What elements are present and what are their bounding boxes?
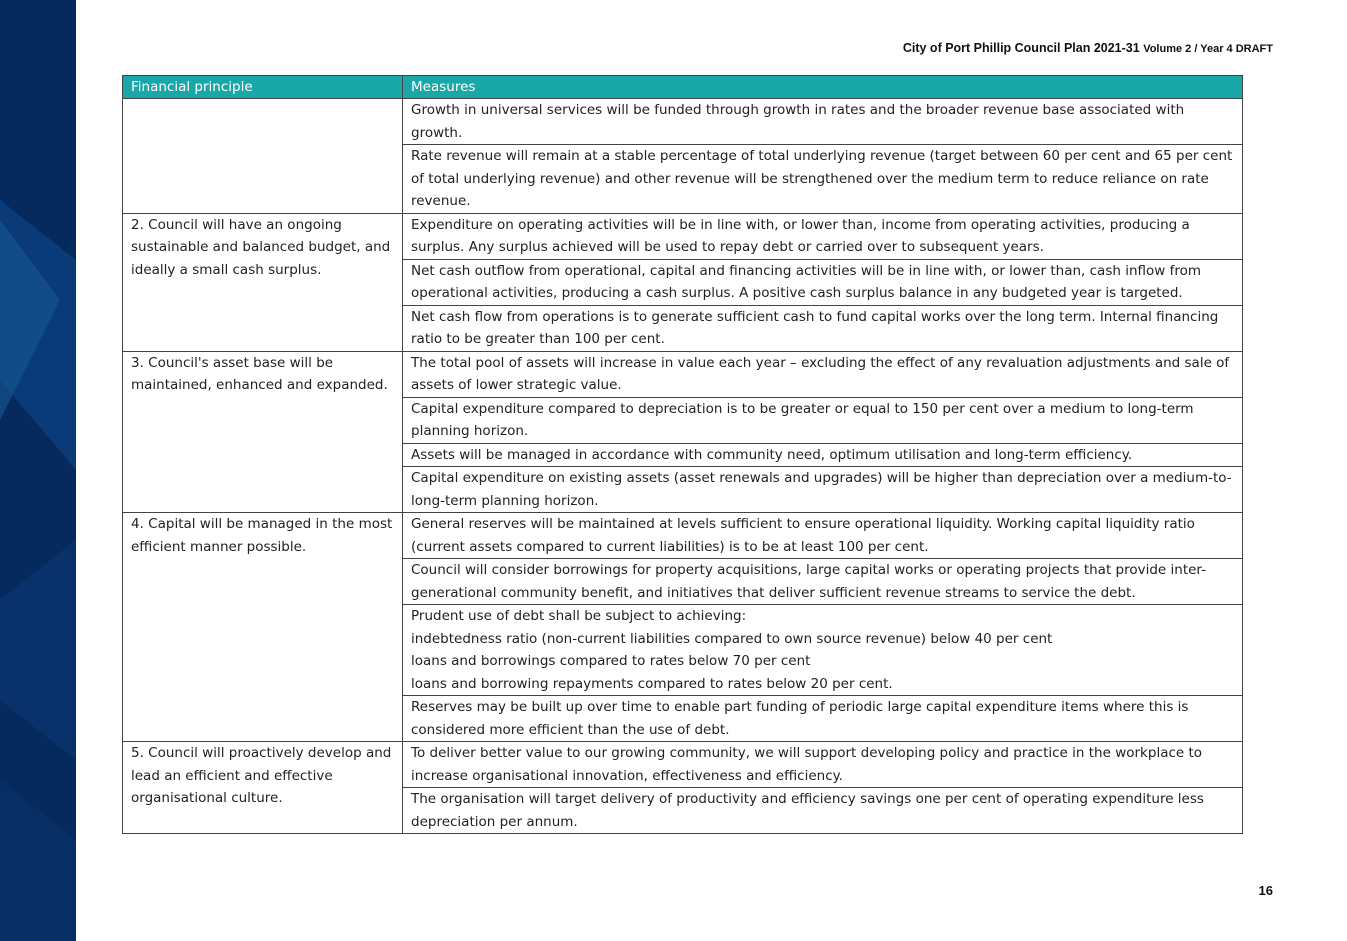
principle-cell: 4. Capital will be managed in the most efficient manner possible. <box>123 513 403 742</box>
measure-cell: Growth in universal services will be funded through growth in rates and the broader revenue base associated with growth. <box>403 99 1243 145</box>
debt-condition-line: indebtedness ratio (non-current liabilities compared to own source revenue) below 40 per cent <box>411 630 1053 647</box>
table-row <box>123 513 1243 559</box>
document-title: City of Port Phillip Council Plan 2021-31 <box>902 41 1140 55</box>
principle-cell: 2. Council will have an ongoing sustainable and balanced budget, and ideally a small cash surplus. <box>123 213 403 351</box>
page-number: 16 <box>1258 883 1273 898</box>
debt-conditions-intro: Prudent use of debt shall be subject to achieving: <box>411 608 747 624</box>
measure-cell: To deliver better value to our growing community, we will support developing policy and practice in the workplace to increase organisational innovation, effectiveness and efficiency. <box>403 742 1243 788</box>
measure-cell: Net cash flow from operations is to generate sufficient cash to fund capital works over the long term. Internal financing ratio to be greater than 100 per cent. <box>403 305 1243 351</box>
measure-cell: General reserves will be maintained at levels sufficient to ensure operational liquidity. Working capital liquidity ratio (current assets compared to current liabilities) is to be at least 100 per cent. <box>403 513 1243 559</box>
measure-cell: Reserves may be built up over time to enable part funding of periodic large capital expenditure items where this is considered more efficient than the use of debt. <box>403 696 1243 742</box>
principle-cell: 3. Council's asset base will be maintained, enhanced and expanded. <box>123 351 403 513</box>
measure-cell: Rate revenue will remain at a stable percentage of total underlying revenue (target between 60 per cent and 65 per cent of total underlying revenue) and other revenue will be strengthened over the medium term to reduce reliance on rate revenue. <box>403 145 1243 214</box>
column-header-measures: Measures <box>403 76 1243 99</box>
measure-cell: Assets will be managed in accordance with community need, optimum utilisation and long-term efficiency. <box>403 443 1243 467</box>
document-subtitle: Volume 2 / Year 4 DRAFT <box>1143 43 1273 55</box>
table-row <box>123 213 1243 259</box>
column-header-principle: Financial principle <box>123 76 403 99</box>
side-band-pattern <box>0 0 76 941</box>
debt-condition-line: loans and borrowing repayments compared to rates below 20 per cent. <box>411 675 893 692</box>
measure-cell: Capital expenditure on existing assets (asset renewals and upgrades) will be higher than depreciation over a medium-to-long-term planning horizon. <box>403 467 1243 513</box>
page-header <box>903 41 1273 55</box>
table-row <box>123 99 1243 145</box>
principle-cell <box>123 99 403 214</box>
table-header-row <box>123 76 1243 99</box>
measure-cell-debt-conditions <box>403 605 1243 696</box>
debt-condition-line: loans and borrowings compared to rates below 70 per cent <box>411 653 811 669</box>
measure-cell: Net cash outflow from operational, capital and financing activities will be in line with, or lower than, cash inflow from operational activities, producing a cash surplus. A positive cash surplus balance in any budgeted year is targeted. <box>403 259 1243 305</box>
financial-principles-table <box>122 75 1243 834</box>
measure-cell: Capital expenditure compared to depreciation is to be greater or equal to 150 per cent over a medium to long-term planning horizon. <box>403 397 1243 443</box>
measure-cell: The total pool of assets will increase in value each year – excluding the effect of any revaluation adjustments and sale of assets of lower strategic value. <box>403 351 1243 397</box>
principle-cell: 5. Council will proactively develop and lead an efficient and effective organisational culture. <box>123 742 403 834</box>
measure-cell: The organisation will target delivery of productivity and efficiency savings one per cent of operating expenditure less depreciation per annum. <box>403 788 1243 834</box>
table-row <box>123 351 1243 397</box>
decorative-side-band <box>0 0 76 941</box>
table-row <box>123 742 1243 788</box>
measure-cell: Expenditure on operating activities will be in line with, or lower than, income from operating activities, producing a surplus. Any surplus achieved will be used to repay debt or carried over to subsequent years. <box>403 213 1243 259</box>
measure-cell: Council will consider borrowings for property acquisitions, large capital works or operating projects that provide inter-generational community benefit, and initiatives that deliver sufficient revenue streams to service the debt. <box>403 559 1243 605</box>
